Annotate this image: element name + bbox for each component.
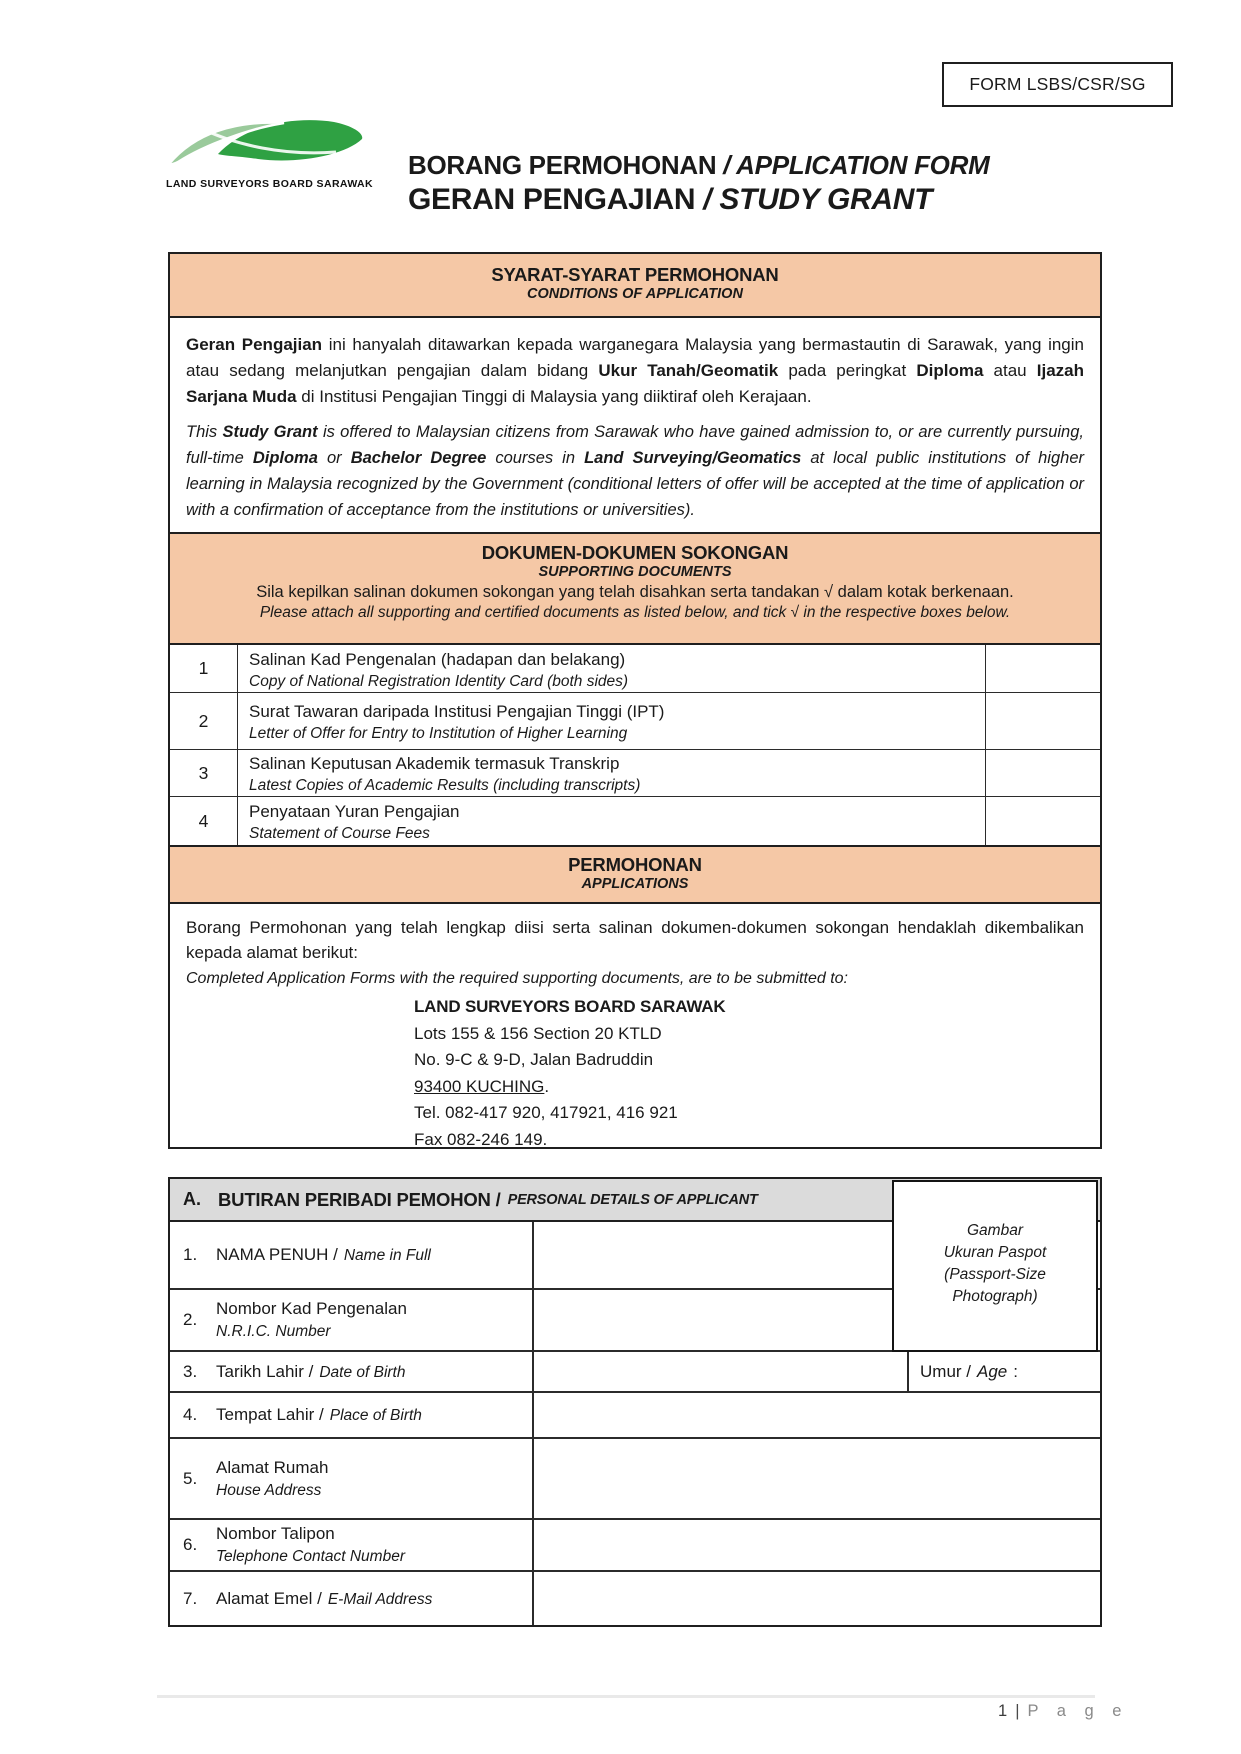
row-label-house-address — [170, 1439, 534, 1520]
conditions-header-malay: SYARAT-SYARAT PERMOHONAN — [491, 264, 779, 285]
doc-item-english: Copy of National Registration Identity Card (both sides) — [249, 672, 629, 690]
row-label-english: Place of Birth — [329, 1407, 422, 1424]
row-label-telephone — [170, 1520, 534, 1572]
doc-item-malay: Salinan Kad Pengenalan (hadapan dan belakang) — [249, 649, 626, 669]
doc-item-number: 2 — [170, 693, 238, 750]
photo-box-line: Photograph) — [952, 1288, 1038, 1305]
footer-divider — [157, 1695, 1095, 1698]
address-line-2: No. 9-C & 9-D, Jalan Badruddin — [414, 1050, 654, 1069]
conditions-paragraph-malay: Geran Pengajian ini hanyalah ditawarkan kepada warganegara Malaysia yang bermastautin di Sarawak, yang ingin atau sedang melanjutkan pengajian dalam bidang Ukur Tanah/Geomatik pada peringkat Diploma atau Ijazah Sarjana Muda di Institusi Pengajian Tinggi di Malaysia yang diiktiraf oleh Kerajaan. — [186, 335, 1084, 406]
row-label-english: Date of Birth — [319, 1363, 406, 1381]
title2-english: / STUDY GRANT — [703, 183, 933, 216]
page-number: 1 — [998, 1702, 1014, 1720]
input-cell-pob[interactable] — [534, 1393, 1100, 1439]
photo-box-line: Ukuran Paspot — [943, 1244, 1047, 1261]
doc-item-number: 4 — [170, 797, 238, 845]
doc-item-description — [238, 693, 986, 750]
applications-body — [168, 902, 1102, 1149]
document-title — [408, 150, 1048, 218]
age-label-malay: Umur / — [920, 1361, 971, 1381]
applications-header-english: APPLICATIONS — [581, 876, 689, 892]
supporting-documents-band — [168, 532, 1102, 645]
passport-photo-box[interactable] — [892, 1180, 1098, 1352]
section-a-title-english: PERSONAL DETAILS OF APPLICANT — [507, 1191, 758, 1208]
row-number: 7. — [183, 1588, 198, 1608]
doc-item-english: Statement of Course Fees — [249, 825, 430, 842]
input-cell-email[interactable] — [534, 1572, 1100, 1625]
supporting-note-english: Please attach all supporting and certified documents as listed below, and tick √ in the respective boxes below. — [259, 604, 1011, 621]
row-label-malay: Alamat Emel / — [216, 1588, 322, 1608]
conditions-paragraph-english: This Study Grant is offered to Malaysian citizens from Sarawak who have gained admission to, or are currently pursuing, full-time Diploma or Bachelor Degree courses in Land Surveying/Geomatics at local public institutions of higher learning in Malaysia recognized by the Government (conditional letters of offer will be accepted at the time of application or with a confirmation of acceptance from the institutions or universities). — [186, 423, 1084, 519]
doc-item-english: Letter of Offer for Entry to Institution of Higher Learning — [249, 725, 628, 742]
page-number-separator: | — [1015, 1702, 1020, 1720]
row-number: 3. — [183, 1361, 198, 1381]
row-label-english: N.R.I.C. Number — [216, 1323, 331, 1340]
conditions-header-english: CONDITIONS OF APPLICATION — [527, 286, 743, 302]
address-city-line — [414, 1074, 1084, 1101]
conditions-body — [168, 316, 1102, 534]
row-number: 4. — [183, 1405, 198, 1424]
doc-item-english: Latest Copies of Academic Results (including transcripts) — [249, 777, 641, 794]
age-cell[interactable] — [907, 1352, 1100, 1393]
row-label-pob — [170, 1393, 534, 1439]
logo-leaves-icon — [166, 112, 366, 176]
row-label-malay: Tarikh Lahir / — [216, 1361, 314, 1381]
row-label-malay: Alamat Rumah — [216, 1457, 329, 1477]
conditions-header-band — [168, 252, 1102, 318]
address-line-1: Lots 155 & 156 Section 20 KTLD — [414, 1023, 662, 1043]
doc-item-description — [238, 750, 986, 797]
supporting-header-malay: DOKUMEN-DOKUMEN SOKONGAN — [481, 542, 789, 563]
row-label-english: Name in Full — [343, 1247, 431, 1264]
row-number: 1. — [183, 1245, 198, 1264]
row-label-name — [170, 1222, 534, 1290]
address-fax: Fax 082-246 149. — [414, 1129, 548, 1149]
applications-header-band — [168, 845, 1102, 904]
doc-item-number: 3 — [170, 750, 238, 797]
photo-box-line: Gambar — [967, 1222, 1023, 1239]
applications-note-malay: Borang Permohonan yang telah lengkap diisi serta salinan dokumen-dokumen sokongan hendaklah dikembalikan kepada alamat berikut: — [186, 918, 1084, 962]
section-a-prefix: A. — [183, 1189, 201, 1209]
row-number: 6. — [183, 1535, 198, 1554]
form-code-label: FORM LSBS/CSR/SG — [969, 74, 1146, 94]
org-logo — [166, 112, 376, 190]
row-label-english: E-Mail Address — [327, 1590, 433, 1608]
address-telephone: Tel. 082-417 920, 417921, 416 921 — [414, 1103, 678, 1122]
row-label-dob — [170, 1352, 534, 1393]
title1-english: / APPLICATION FORM — [723, 150, 990, 180]
doc-item-description — [238, 645, 986, 693]
row-label-email — [170, 1572, 534, 1625]
tick-checkbox-cell-3[interactable] — [986, 750, 1100, 797]
title2-malay: GERAN PENGAJIAN — [408, 183, 696, 216]
photo-box-line: (Passport-Size — [944, 1266, 1046, 1283]
doc-item-description — [238, 797, 986, 845]
tick-checkbox-cell-2[interactable] — [986, 693, 1100, 750]
form-code-box — [942, 62, 1173, 107]
input-cell-dob[interactable] — [534, 1352, 907, 1393]
row-label-nric — [170, 1290, 534, 1352]
row-label-malay: Tempat Lahir / — [216, 1405, 324, 1424]
row-number: 2. — [183, 1310, 198, 1329]
section-a-title-malay: BUTIRAN PERIBADI PEMOHON / — [218, 1188, 501, 1210]
doc-item-malay: Penyataan Yuran Pengajian — [249, 802, 460, 821]
row-label-malay: Nombor Kad Pengenalan — [216, 1299, 407, 1318]
row-label-malay: NAMA PENUH / — [216, 1245, 338, 1264]
submission-address — [414, 994, 1084, 1153]
address-city-period: . — [544, 1076, 550, 1096]
applications-header-malay: PERMOHONAN — [568, 854, 702, 875]
supporting-header-english: SUPPORTING DOCUMENTS — [538, 564, 732, 580]
page-number-footer — [998, 1702, 1128, 1721]
applications-note-english: Completed Application Forms with the required supporting documents, are to be submitted to: — [186, 970, 848, 987]
supporting-note-malay: Sila kepilkan salinan dokumen sokongan yang telah disahkan serta tandakan √ dalam kotak berkenaan. — [256, 583, 1014, 601]
address-org-name: LAND SURVEYORS BOARD SARAWAK — [414, 997, 726, 1016]
title1-malay: BORANG PERMOHONAN — [408, 150, 717, 180]
logo-caption: LAND SURVEYORS BOARD SARAWAK — [166, 178, 374, 190]
row-label-malay: Nombor Talipon — [216, 1524, 335, 1543]
age-label-english: Age — [977, 1361, 1008, 1381]
input-cell-house-address[interactable] — [534, 1439, 1100, 1520]
row-label-english: House Address — [216, 1481, 322, 1499]
doc-item-malay: Surat Tawaran daripada Institusi Pengajian Tinggi (IPT) — [249, 702, 665, 721]
supporting-documents-table — [168, 643, 1102, 847]
tick-checkbox-cell-4[interactable] — [986, 797, 1100, 845]
doc-item-malay: Salinan Keputusan Akademik termasuk Transkrip — [249, 754, 620, 773]
row-number: 5. — [183, 1468, 198, 1488]
doc-item-number: 1 — [170, 645, 238, 693]
title-line-2 — [408, 182, 1048, 218]
address-city: 93400 KUCHING — [414, 1076, 545, 1096]
input-cell-telephone[interactable] — [534, 1520, 1100, 1572]
page-word: P a g e — [1027, 1702, 1129, 1720]
age-colon: : — [1013, 1361, 1018, 1381]
title-line-1 — [408, 150, 1048, 180]
tick-checkbox-cell-1[interactable] — [986, 645, 1100, 693]
row-label-english: Telephone Contact Number — [216, 1548, 405, 1565]
